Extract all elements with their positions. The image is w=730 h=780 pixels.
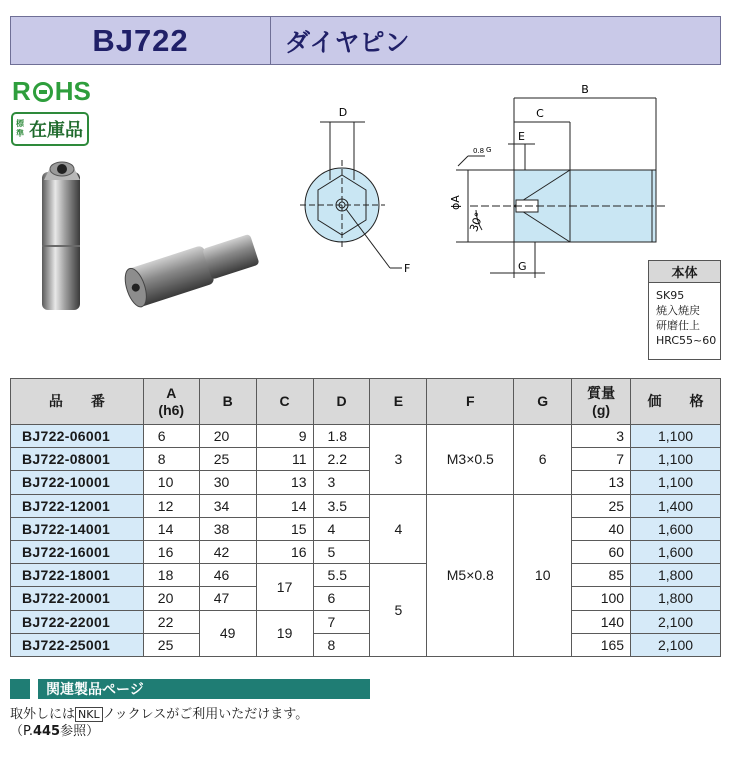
material-line: HRC55~60 xyxy=(656,334,717,347)
table-row xyxy=(11,633,721,656)
cell-d: 5 xyxy=(313,540,370,563)
header-price: 価 格 xyxy=(631,379,721,425)
cell-price: 1,100 xyxy=(631,425,721,448)
related-products-title: 関連製品ページ xyxy=(46,682,144,698)
dim-a-label: ϕA xyxy=(449,195,462,210)
cell-mass: 60 xyxy=(572,540,631,563)
cell-price: 1,800 xyxy=(631,564,721,587)
cell-mass: 3 xyxy=(572,425,631,448)
nkl-link[interactable]: NKL xyxy=(75,707,103,722)
cell-e: 5 xyxy=(370,564,427,657)
header-a: A (h6) xyxy=(143,379,199,425)
table-row xyxy=(11,610,721,633)
cell-a: 16 xyxy=(143,540,199,563)
cell-c: 13 xyxy=(256,471,313,494)
cell-a: 6 xyxy=(143,425,199,448)
cell-c: 17 xyxy=(256,564,313,610)
material-line: 研磨仕上 xyxy=(656,319,700,332)
table-row xyxy=(11,448,721,471)
table-row xyxy=(11,425,721,448)
header-e: E xyxy=(370,379,427,425)
cell-c: 15 xyxy=(256,517,313,540)
part-number: BJ722-08001 xyxy=(11,448,144,471)
cell-a: 12 xyxy=(143,494,199,517)
cell-g: 6 xyxy=(514,425,572,495)
header-g: G xyxy=(514,379,572,425)
note-ref-close: 参照） xyxy=(60,724,100,739)
spec-table xyxy=(10,378,721,657)
cell-mass: 25 xyxy=(572,494,631,517)
table-row xyxy=(11,540,721,563)
cell-d: 5.5 xyxy=(313,564,370,587)
cell-b: 30 xyxy=(199,471,256,494)
cell-c: 19 xyxy=(256,610,313,656)
note-before: 取外しには xyxy=(10,707,76,722)
part-number: BJ722-14001 xyxy=(11,517,144,540)
cell-d: 3.5 xyxy=(313,494,370,517)
cell-c: 16 xyxy=(256,540,313,563)
cell-price: 1,800 xyxy=(631,587,721,610)
rohs-badge: R HS xyxy=(12,76,91,106)
table-row xyxy=(11,587,721,610)
table-row xyxy=(11,471,721,494)
part-number: BJ722-06001 xyxy=(11,425,144,448)
cell-b: 34 xyxy=(199,494,256,517)
product-code: BJ722 xyxy=(11,17,271,64)
cell-d: 2.2 xyxy=(313,448,370,471)
header-part-number: 品 番 xyxy=(11,379,144,425)
dim-d-label: D xyxy=(338,106,348,119)
product-title: ダイヤピン xyxy=(285,27,410,57)
cell-a: 8 xyxy=(143,448,199,471)
dimension-drawing xyxy=(290,80,670,280)
table-row xyxy=(11,564,721,587)
stock-badge-label: 在庫品 xyxy=(29,120,83,141)
cell-price: 2,100 xyxy=(631,610,721,633)
cell-price: 1,600 xyxy=(631,540,721,563)
cell-b: 25 xyxy=(199,448,256,471)
cell-b: 20 xyxy=(199,425,256,448)
cell-d: 6 xyxy=(313,587,370,610)
note-ref-open: （P. xyxy=(10,724,33,739)
cell-d: 1.8 xyxy=(313,425,370,448)
cell-c: 14 xyxy=(256,494,313,517)
cell-a: 25 xyxy=(143,633,199,656)
part-number: BJ722-22001 xyxy=(11,610,144,633)
cell-mass: 40 xyxy=(572,517,631,540)
material-line: SK95 xyxy=(656,289,685,302)
roughness-value: 0.8 xyxy=(473,147,485,155)
cell-b: 49 xyxy=(199,610,256,656)
roughness-g-label: G xyxy=(486,146,492,154)
page-reference-link[interactable]: 445 xyxy=(32,724,61,739)
cell-mass: 13 xyxy=(572,471,631,494)
cell-e: 4 xyxy=(370,494,427,564)
cell-d: 7 xyxy=(313,610,370,633)
stock-badge-small: 標準 xyxy=(16,119,24,138)
cell-a: 20 xyxy=(143,587,199,610)
related-products-bar xyxy=(10,679,370,699)
cell-mass: 7 xyxy=(572,448,631,471)
cell-c: 11 xyxy=(256,448,313,471)
product-photo xyxy=(30,150,270,330)
header-d: D xyxy=(313,379,370,425)
dim-b-label: B xyxy=(581,83,589,96)
cell-price: 2,100 xyxy=(631,633,721,656)
product-header xyxy=(10,16,721,65)
cell-a: 10 xyxy=(143,471,199,494)
part-number: BJ722-16001 xyxy=(11,540,144,563)
cell-f: M3×0.5 xyxy=(427,425,514,495)
rohs-logo-icon: R xyxy=(12,76,31,106)
cell-a: 14 xyxy=(143,517,199,540)
cell-c: 9 xyxy=(256,425,313,448)
cell-b: 42 xyxy=(199,540,256,563)
dim-f-label: F xyxy=(404,262,411,275)
cell-price: 1,100 xyxy=(631,448,721,471)
header-f: F xyxy=(427,379,514,425)
cell-d: 8 xyxy=(313,633,370,656)
part-number: BJ722-18001 xyxy=(11,564,144,587)
cell-price: 1,400 xyxy=(631,494,721,517)
cell-d: 4 xyxy=(313,517,370,540)
material-header: 本体 xyxy=(649,261,720,283)
cell-e: 3 xyxy=(370,425,427,495)
dim-e-label: E xyxy=(518,130,525,143)
material-box xyxy=(648,260,721,360)
note-after: ノックレスがご利用いただけます。 xyxy=(102,707,309,722)
note-text xyxy=(10,706,308,740)
cell-b: 38 xyxy=(199,517,256,540)
angle-label: 30° xyxy=(467,210,487,234)
cell-mass: 140 xyxy=(572,610,631,633)
part-number: BJ722-12001 xyxy=(11,494,144,517)
cell-mass: 165 xyxy=(572,633,631,656)
header-c: C xyxy=(256,379,313,425)
dim-g-label: G xyxy=(518,260,527,273)
cell-f: M5×0.8 xyxy=(427,494,514,656)
part-number: BJ722-10001 xyxy=(11,471,144,494)
dim-c-label: C xyxy=(536,107,544,120)
cell-g: 10 xyxy=(514,494,572,656)
cell-mass: 100 xyxy=(572,587,631,610)
part-number: BJ722-20001 xyxy=(11,587,144,610)
cell-a: 18 xyxy=(143,564,199,587)
table-row xyxy=(11,517,721,540)
part-number: BJ722-25001 xyxy=(11,633,144,656)
cell-b: 46 xyxy=(199,564,256,587)
cell-a: 22 xyxy=(143,610,199,633)
material-line: 焼入焼戻 xyxy=(656,304,700,317)
header-b: B xyxy=(199,379,256,425)
cell-price: 1,100 xyxy=(631,471,721,494)
cell-mass: 85 xyxy=(572,564,631,587)
cell-b: 47 xyxy=(199,587,256,610)
header-mass: 質量 (g) xyxy=(572,379,631,425)
table-row xyxy=(11,494,721,517)
cell-price: 1,600 xyxy=(631,517,721,540)
cell-d: 3 xyxy=(313,471,370,494)
stock-badge xyxy=(11,112,89,146)
